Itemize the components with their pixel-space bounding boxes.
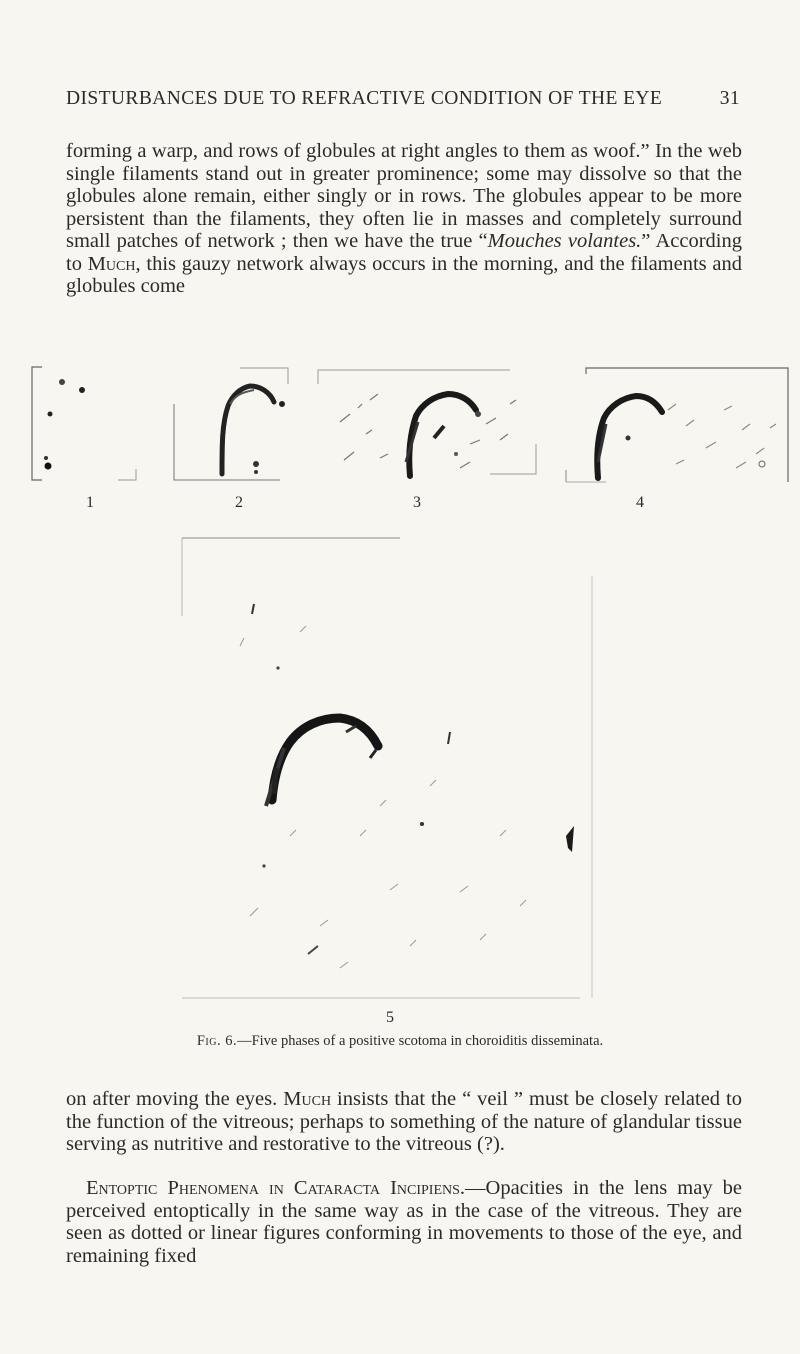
paragraph-2-author: Much (283, 1088, 332, 1110)
figure-caption (0, 1033, 800, 1050)
running-header (66, 88, 740, 110)
paragraph-1-text-c: , this gauzy network always occurs in the morning, and the filaments and globules come (66, 252, 742, 297)
figure-label-5: 5 (386, 1009, 394, 1026)
paragraph-1 (66, 140, 742, 298)
figure-panel-2 (170, 364, 300, 484)
figure-label-4: 4 (636, 494, 644, 511)
figure-caption-text: —Five phases of a positive scotoma in choroiditis disseminata. (237, 1033, 604, 1049)
paragraph-3 (66, 1177, 742, 1267)
figure-panel-4 (556, 364, 800, 484)
paragraph-1-text-b: ” According to (66, 230, 742, 275)
page-number: 31 (719, 88, 740, 109)
figure-caption-lead: Fig. 6. (196, 1033, 238, 1049)
figure-label-2: 2 (235, 494, 243, 511)
figure-panel-5 (180, 536, 600, 1002)
figure-panel-1 (28, 364, 140, 484)
paragraph-1-text-a: forming a warp, and rows of globules at right angles to them as woof.” In the web single filaments stand out in greater prominence; some may dissolve so that the globules alone remain, either singly or in rows. The globules appear to be more persistent than the filaments, they often lie in masses and completely surround small patches of network ; then we have the true “ (66, 140, 742, 252)
figure-panel-3 (310, 364, 550, 484)
figure-label-3: 3 (413, 494, 421, 511)
header-title: DISTURBANCES DUE TO REFRACTIVE CONDITION OF THE EYE (66, 88, 663, 109)
section-heading: Entoptic Phenomena in Cataracta Incipiens. (86, 1177, 466, 1199)
paragraph-3-text: —Opacities in the lens may be perceived entoptically in the same way as in the case of the vitreous. They are seen as dotted or linear figures conforming in movements to those of the eye, and remaining fixed (66, 1177, 742, 1267)
paragraph-2-text-b: insists that the “ veil ” must be closely related to the function of the vitreous; perhaps to something of the nature of glandular tissue serving as nutritive and restorative to the vitreous (?). (66, 1088, 742, 1155)
paragraph-2-text-a: on after moving the eyes. (66, 1088, 284, 1110)
figure-label-1: 1 (86, 494, 94, 511)
paragraph-2 (66, 1088, 742, 1156)
paragraph-1-italic: Mouches volantes. (487, 230, 642, 252)
paragraph-1-author: Much (87, 252, 136, 275)
